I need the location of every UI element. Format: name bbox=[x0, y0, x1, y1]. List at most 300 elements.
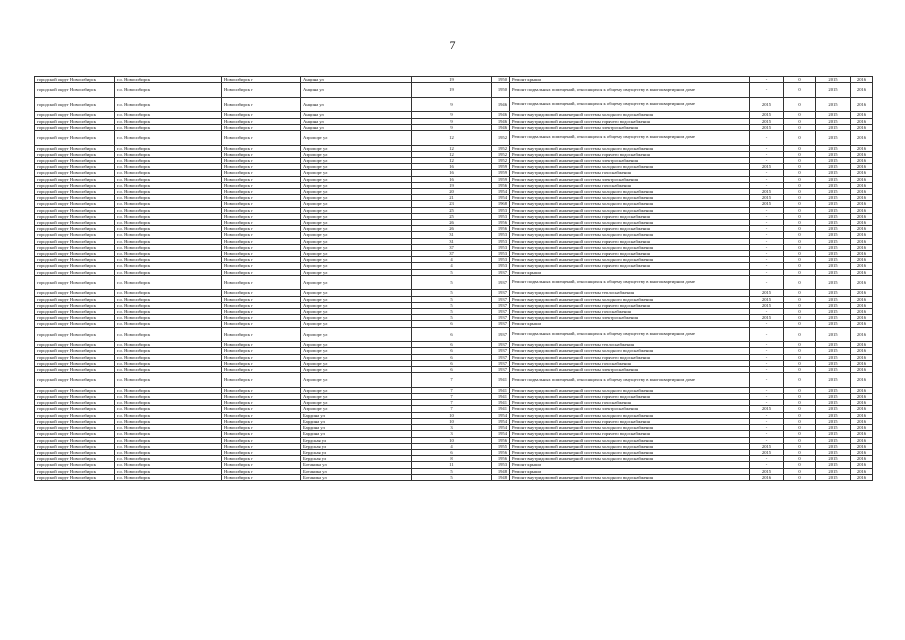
cell-district: городской округ Новосибирск bbox=[35, 348, 115, 354]
cell-col8: - bbox=[750, 418, 784, 424]
cell-end-year: 2016 bbox=[851, 348, 873, 354]
cell-district: городской округ Новосибирск bbox=[35, 238, 115, 244]
cell-work-type: Ремонт внутридомовой инженерной системы горячего водоснабжения bbox=[510, 302, 750, 308]
cell-end-year: 2016 bbox=[851, 437, 873, 443]
cell-start-year: 2015 bbox=[816, 97, 851, 112]
cell-start-year: 2015 bbox=[816, 309, 851, 315]
cell-district: городской округ Новосибирск bbox=[35, 456, 115, 462]
cell-start-year: 2015 bbox=[816, 176, 851, 182]
cell-municipality: г.о. Новосибирск bbox=[115, 201, 222, 207]
cell-col9: 0 bbox=[784, 131, 816, 146]
cell-work-type: Ремонт внутридомовой инженерной системы электроснабжения bbox=[510, 406, 750, 412]
cell-street: Аэропорт ул bbox=[301, 269, 412, 275]
cell-street: Бардина ул bbox=[301, 431, 412, 437]
cell-build-year: 1954 bbox=[492, 431, 510, 437]
cell-work-type: Ремонт внутридомовой инженерной системы холодного водоснабжения bbox=[510, 425, 750, 431]
cell-street: Аэропорт ул bbox=[301, 309, 412, 315]
cell-street: Аэропорт ул bbox=[301, 232, 412, 238]
cell-build-year: 1956 bbox=[492, 456, 510, 462]
cell-col9: 0 bbox=[784, 257, 816, 263]
cell-district: городской округ Новосибирск bbox=[35, 257, 115, 263]
cell-start-year: 2015 bbox=[816, 387, 851, 393]
cell-street: Аэропорт ул bbox=[301, 394, 412, 400]
cell-start-year: 2015 bbox=[816, 131, 851, 146]
cell-build-year: 1955 bbox=[492, 443, 510, 449]
cell-city: Новосибирск г bbox=[222, 83, 301, 98]
cell-work-type: Ремонт внутридомовой инженерной системы холодного водоснабжения bbox=[510, 387, 750, 393]
cell-col8: - bbox=[750, 456, 784, 462]
cell-district: городской округ Новосибирск bbox=[35, 244, 115, 250]
cell-start-year: 2015 bbox=[816, 112, 851, 118]
cell-district: городской округ Новосибирск bbox=[35, 290, 115, 296]
cell-street: Анцина ул bbox=[301, 112, 412, 118]
cell-end-year: 2016 bbox=[851, 315, 873, 321]
cell-municipality: г.о. Новосибирск bbox=[115, 394, 222, 400]
cell-build-year: 1953 bbox=[492, 207, 510, 213]
cell-house-number: 9 bbox=[412, 118, 492, 124]
cell-work-type: Ремонт внутридомовой инженерной системы холодного водоснабжения bbox=[510, 412, 750, 418]
capital-repair-table bbox=[34, 76, 873, 481]
cell-city: Новосибирск г bbox=[222, 251, 301, 257]
cell-city: Новосибирск г bbox=[222, 77, 301, 83]
cell-house-number: 6 bbox=[412, 327, 492, 342]
cell-col9: 0 bbox=[784, 176, 816, 182]
cell-start-year: 2015 bbox=[816, 189, 851, 195]
cell-col8: - bbox=[750, 321, 784, 327]
cell-municipality: г.о. Новосибирск bbox=[115, 226, 222, 232]
cell-city: Новосибирск г bbox=[222, 201, 301, 207]
cell-build-year: 1959 bbox=[492, 164, 510, 170]
cell-house-number: 16 bbox=[412, 170, 492, 176]
cell-work-type: Ремонт внутридомовой инженерной системы холодного водоснабжения bbox=[510, 443, 750, 449]
cell-city: Новосибирск г bbox=[222, 400, 301, 406]
cell-end-year: 2016 bbox=[851, 309, 873, 315]
cell-city: Новосибирск г bbox=[222, 131, 301, 146]
cell-start-year: 2015 bbox=[816, 207, 851, 213]
cell-build-year: 1956 bbox=[492, 182, 510, 188]
cell-house-number: 3 bbox=[412, 431, 492, 437]
cell-house-number: 26 bbox=[412, 220, 492, 226]
cell-street: Аэропорт ул bbox=[301, 373, 412, 388]
cell-municipality: г.о. Новосибирск bbox=[115, 158, 222, 164]
cell-district: городской округ Новосибирск bbox=[35, 406, 115, 412]
cell-house-number: 7 bbox=[412, 406, 492, 412]
cell-municipality: г.о. Новосибирск bbox=[115, 290, 222, 296]
cell-col9: 0 bbox=[784, 387, 816, 393]
cell-col9: 0 bbox=[784, 302, 816, 308]
cell-city: Новосибирск г bbox=[222, 296, 301, 302]
cell-col8: - bbox=[750, 431, 784, 437]
cell-build-year: 1950 bbox=[492, 77, 510, 83]
cell-end-year: 2016 bbox=[851, 118, 873, 124]
cell-street: Аэропорт ул bbox=[301, 387, 412, 393]
cell-start-year: 2015 bbox=[816, 213, 851, 219]
cell-city: Новосибирск г bbox=[222, 213, 301, 219]
cell-district: городской округ Новосибирск bbox=[35, 275, 115, 290]
cell-build-year: 1948 bbox=[492, 474, 510, 480]
cell-col8: 2015 bbox=[750, 189, 784, 195]
cell-city: Новосибирск г bbox=[222, 315, 301, 321]
cell-house-number: 6 bbox=[412, 449, 492, 455]
cell-work-type: Ремонт внутридомовой инженерной системы электроснабжения bbox=[510, 124, 750, 130]
cell-house-number: 5 bbox=[412, 315, 492, 321]
cell-end-year: 2016 bbox=[851, 443, 873, 449]
cell-municipality: г.о. Новосибирск bbox=[115, 131, 222, 146]
cell-work-type: Ремонт подвальных помещений, относящихся к общему имуществу в многоквартирном доме bbox=[510, 83, 750, 98]
cell-municipality: г.о. Новосибирск bbox=[115, 449, 222, 455]
cell-work-type: Ремонт внутридомовой инженерной системы холодного водоснабжения bbox=[510, 257, 750, 263]
cell-street: Аэропорт ул bbox=[301, 164, 412, 170]
cell-end-year: 2016 bbox=[851, 189, 873, 195]
cell-street: Аэропорт ул bbox=[301, 263, 412, 269]
cell-municipality: г.о. Новосибирск bbox=[115, 474, 222, 480]
cell-district: городской округ Новосибирск bbox=[35, 158, 115, 164]
cell-end-year: 2016 bbox=[851, 226, 873, 232]
cell-end-year: 2016 bbox=[851, 213, 873, 219]
cell-municipality: г.о. Новосибирск bbox=[115, 257, 222, 263]
cell-build-year: 1941 bbox=[492, 373, 510, 388]
cell-house-number: 6 bbox=[412, 321, 492, 327]
cell-district: городской округ Новосибирск bbox=[35, 468, 115, 474]
cell-street: Аэропорт ул bbox=[301, 406, 412, 412]
cell-district: городской округ Новосибирск bbox=[35, 354, 115, 360]
cell-build-year: 1937 bbox=[492, 315, 510, 321]
cell-work-type: Ремонт внутридомовой инженерной системы теплоснабжения bbox=[510, 342, 750, 348]
cell-start-year: 2015 bbox=[816, 164, 851, 170]
cell-city: Новосибирск г bbox=[222, 238, 301, 244]
cell-end-year: 2016 bbox=[851, 360, 873, 366]
cell-col8: - bbox=[750, 232, 784, 238]
cell-end-year: 2016 bbox=[851, 387, 873, 393]
cell-city: Новосибирск г bbox=[222, 226, 301, 232]
cell-work-type: Ремонт внутридомовой инженерной системы газоснабжения bbox=[510, 182, 750, 188]
cell-house-number: 16 bbox=[412, 164, 492, 170]
cell-work-type: Ремонт внутридомовой инженерной системы холодного водоснабжения bbox=[510, 207, 750, 213]
cell-col8: - bbox=[750, 394, 784, 400]
cell-col9: 0 bbox=[784, 456, 816, 462]
cell-house-number: 20 bbox=[412, 189, 492, 195]
cell-end-year: 2016 bbox=[851, 263, 873, 269]
cell-city: Новосибирск г bbox=[222, 443, 301, 449]
cell-district: городской округ Новосибирск bbox=[35, 296, 115, 302]
cell-municipality: г.о. Новосибирск bbox=[115, 220, 222, 226]
cell-col9: 0 bbox=[784, 244, 816, 250]
cell-col9: 0 bbox=[784, 207, 816, 213]
cell-start-year: 2015 bbox=[816, 201, 851, 207]
cell-city: Новосибирск г bbox=[222, 321, 301, 327]
cell-district: городской округ Новосибирск bbox=[35, 373, 115, 388]
cell-col8: 2015 bbox=[750, 112, 784, 118]
cell-street: Аэропорт ул bbox=[301, 176, 412, 182]
cell-start-year: 2015 bbox=[816, 77, 851, 83]
cell-municipality: г.о. Новосибирск bbox=[115, 327, 222, 342]
cell-house-number: 6 bbox=[412, 342, 492, 348]
cell-end-year: 2016 bbox=[851, 232, 873, 238]
cell-house-number: 6 bbox=[412, 354, 492, 360]
cell-end-year: 2016 bbox=[851, 195, 873, 201]
cell-build-year: 1954 bbox=[492, 195, 510, 201]
cell-city: Новосибирск г bbox=[222, 431, 301, 437]
cell-end-year: 2016 bbox=[851, 182, 873, 188]
cell-end-year: 2016 bbox=[851, 296, 873, 302]
cell-work-type: Ремонт внутридомовой инженерной системы газоснабжения bbox=[510, 170, 750, 176]
cell-work-type: Ремонт внутридомовой инженерной системы холодного водоснабжения bbox=[510, 296, 750, 302]
cell-house-number: 4 bbox=[412, 257, 492, 263]
cell-municipality: г.о. Новосибирск bbox=[115, 251, 222, 257]
cell-build-year: 1952 bbox=[492, 131, 510, 146]
cell-start-year: 2015 bbox=[816, 275, 851, 290]
cell-col8: - bbox=[750, 244, 784, 250]
cell-start-year: 2015 bbox=[816, 348, 851, 354]
cell-col9: 0 bbox=[784, 112, 816, 118]
cell-col9: 0 bbox=[784, 118, 816, 124]
cell-district: городской округ Новосибирск bbox=[35, 321, 115, 327]
cell-district: городской округ Новосибирск bbox=[35, 394, 115, 400]
cell-street: Аэропорт ул bbox=[301, 360, 412, 366]
cell-work-type: Ремонт внутридомовой инженерной системы холодного водоснабжения bbox=[510, 232, 750, 238]
cell-build-year: 1953 bbox=[492, 263, 510, 269]
cell-municipality: г.о. Новосибирск bbox=[115, 443, 222, 449]
cell-city: Новосибирск г bbox=[222, 354, 301, 360]
cell-house-number: 5 bbox=[412, 296, 492, 302]
cell-municipality: г.о. Новосибирск bbox=[115, 468, 222, 474]
cell-district: городской округ Новосибирск bbox=[35, 176, 115, 182]
cell-build-year: 1941 bbox=[492, 394, 510, 400]
cell-end-year: 2016 bbox=[851, 412, 873, 418]
cell-work-type: Ремонт подвальных помещений, относящихся к общему имуществу в многоквартирном доме bbox=[510, 275, 750, 290]
cell-city: Новосибирск г bbox=[222, 360, 301, 366]
cell-col9: 0 bbox=[784, 226, 816, 232]
cell-work-type: Ремонт внутридомовой инженерной системы холодного водоснабжения bbox=[510, 164, 750, 170]
cell-street: Аэропорт ул bbox=[301, 151, 412, 157]
cell-municipality: г.о. Новосибирск bbox=[115, 462, 222, 468]
cell-col9: 0 bbox=[784, 354, 816, 360]
cell-house-number: 5 bbox=[412, 269, 492, 275]
cell-city: Новосибирск г bbox=[222, 290, 301, 296]
cell-street: Ботаника ул bbox=[301, 462, 412, 468]
cell-start-year: 2015 bbox=[816, 468, 851, 474]
cell-col8: 2015 bbox=[750, 468, 784, 474]
cell-house-number: 7 bbox=[412, 394, 492, 400]
cell-municipality: г.о. Новосибирск bbox=[115, 342, 222, 348]
cell-district: городской округ Новосибирск bbox=[35, 474, 115, 480]
cell-col9: 0 bbox=[784, 321, 816, 327]
cell-build-year: 1952 bbox=[492, 151, 510, 157]
cell-city: Новосибирск г bbox=[222, 176, 301, 182]
cell-city: Новосибирск г bbox=[222, 437, 301, 443]
cell-city: Новосибирск г bbox=[222, 207, 301, 213]
cell-work-type: Ремонт подвальных помещений, относящихся к общему имуществу в многоквартирном доме bbox=[510, 97, 750, 112]
cell-city: Новосибирск г bbox=[222, 327, 301, 342]
cell-street: Аэропорт ул bbox=[301, 207, 412, 213]
cell-col9: 0 bbox=[784, 394, 816, 400]
cell-district: городской округ Новосибирск bbox=[35, 182, 115, 188]
cell-build-year: 1946 bbox=[492, 118, 510, 124]
cell-start-year: 2015 bbox=[816, 244, 851, 250]
cell-work-type: Ремонт внутридомовой инженерной системы холодного водоснабжения bbox=[510, 195, 750, 201]
cell-district: городской округ Новосибирск bbox=[35, 195, 115, 201]
table-row bbox=[35, 83, 873, 98]
cell-work-type: Ремонт внутридомовой инженерной системы горячего водоснабжения bbox=[510, 251, 750, 257]
cell-build-year: 1937 bbox=[492, 290, 510, 296]
cell-municipality: г.о. Новосибирск bbox=[115, 244, 222, 250]
cell-street: Анцина ул bbox=[301, 118, 412, 124]
cell-district: городской округ Новосибирск bbox=[35, 112, 115, 118]
cell-col9: 0 bbox=[784, 83, 816, 98]
cell-work-type: Ремонт внутридомовой инженерной системы электроснабжения bbox=[510, 158, 750, 164]
cell-city: Новосибирск г bbox=[222, 151, 301, 157]
cell-end-year: 2016 bbox=[851, 131, 873, 146]
cell-work-type: Ремонт подвальных помещений, относящихся к общему имуществу в многоквартирном доме bbox=[510, 373, 750, 388]
cell-city: Новосибирск г bbox=[222, 412, 301, 418]
cell-col8: - bbox=[750, 269, 784, 275]
cell-end-year: 2016 bbox=[851, 97, 873, 112]
cell-district: городской округ Новосибирск bbox=[35, 220, 115, 226]
cell-col9: 0 bbox=[784, 145, 816, 151]
cell-col9: 0 bbox=[784, 251, 816, 257]
cell-build-year: 1956 bbox=[492, 437, 510, 443]
cell-work-type: Ремонт внутридомовой инженерной системы горячего водоснабжения bbox=[510, 263, 750, 269]
cell-district: городской округ Новосибирск bbox=[35, 309, 115, 315]
cell-municipality: г.о. Новосибирск bbox=[115, 406, 222, 412]
cell-start-year: 2015 bbox=[816, 257, 851, 263]
cell-street: Аэропорт ул bbox=[301, 400, 412, 406]
cell-col9: 0 bbox=[784, 431, 816, 437]
cell-work-type: Ремонт внутридомовой инженерной системы горячего водоснабжения bbox=[510, 394, 750, 400]
cell-col8: - bbox=[750, 367, 784, 373]
cell-col8: - bbox=[750, 77, 784, 83]
cell-build-year: 1937 bbox=[492, 309, 510, 315]
cell-street: Бердская ул bbox=[301, 443, 412, 449]
cell-city: Новосибирск г bbox=[222, 425, 301, 431]
cell-build-year: 1937 bbox=[492, 296, 510, 302]
cell-municipality: г.о. Новосибирск bbox=[115, 195, 222, 201]
cell-end-year: 2016 bbox=[851, 302, 873, 308]
cell-end-year: 2016 bbox=[851, 354, 873, 360]
cell-district: городской округ Новосибирск bbox=[35, 97, 115, 112]
table-row bbox=[35, 275, 873, 290]
cell-house-number: 12 bbox=[412, 131, 492, 146]
cell-work-type: Ремонт внутридомовой инженерной системы газоснабжения bbox=[510, 400, 750, 406]
cell-work-type: Ремонт крыши bbox=[510, 468, 750, 474]
cell-end-year: 2016 bbox=[851, 207, 873, 213]
cell-house-number: 31 bbox=[412, 232, 492, 238]
cell-col9: 0 bbox=[784, 77, 816, 83]
cell-start-year: 2015 bbox=[816, 195, 851, 201]
cell-build-year: 1956 bbox=[492, 226, 510, 232]
cell-col9: 0 bbox=[784, 97, 816, 112]
cell-street: Бердская ул bbox=[301, 456, 412, 462]
cell-start-year: 2015 bbox=[816, 296, 851, 302]
cell-build-year: 1954 bbox=[492, 412, 510, 418]
cell-district: городской округ Новосибирск bbox=[35, 77, 115, 83]
cell-street: Аэропорт ул bbox=[301, 170, 412, 176]
cell-start-year: 2015 bbox=[816, 269, 851, 275]
cell-end-year: 2016 bbox=[851, 418, 873, 424]
cell-city: Новосибирск г bbox=[222, 257, 301, 263]
cell-end-year: 2016 bbox=[851, 290, 873, 296]
cell-municipality: г.о. Новосибирск bbox=[115, 145, 222, 151]
cell-build-year: 1953 bbox=[492, 244, 510, 250]
cell-col8: - bbox=[750, 354, 784, 360]
cell-street: Аэропорт ул bbox=[301, 315, 412, 321]
cell-street: Аэропорт ул bbox=[301, 182, 412, 188]
cell-col9: 0 bbox=[784, 342, 816, 348]
cell-municipality: г.о. Новосибирск bbox=[115, 431, 222, 437]
cell-end-year: 2016 bbox=[851, 394, 873, 400]
cell-col9: 0 bbox=[784, 367, 816, 373]
cell-city: Новосибирск г bbox=[222, 449, 301, 455]
cell-municipality: г.о. Новосибирск bbox=[115, 182, 222, 188]
cell-col9: 0 bbox=[784, 158, 816, 164]
cell-work-type: Ремонт крыши bbox=[510, 77, 750, 83]
cell-build-year: 1941 bbox=[492, 406, 510, 412]
cell-city: Новосибирск г bbox=[222, 158, 301, 164]
cell-municipality: г.о. Новосибирск bbox=[115, 232, 222, 238]
cell-municipality: г.о. Новосибирск bbox=[115, 373, 222, 388]
cell-start-year: 2015 bbox=[816, 394, 851, 400]
cell-street: Аэропорт ул bbox=[301, 226, 412, 232]
cell-work-type: Ремонт подвальных помещений, относящихся к общему имуществу в многоквартирном доме bbox=[510, 131, 750, 146]
cell-col8: - bbox=[750, 275, 784, 290]
cell-municipality: г.о. Новосибирск bbox=[115, 418, 222, 424]
cell-house-number: 12 bbox=[412, 151, 492, 157]
cell-street: Аэропорт ул bbox=[301, 251, 412, 257]
cell-street: Анцина ул bbox=[301, 77, 412, 83]
cell-start-year: 2015 bbox=[816, 251, 851, 257]
cell-end-year: 2016 bbox=[851, 124, 873, 130]
cell-house-number: 37 bbox=[412, 244, 492, 250]
cell-start-year: 2015 bbox=[816, 449, 851, 455]
cell-municipality: г.о. Новосибирск bbox=[115, 151, 222, 157]
cell-district: городской округ Новосибирск bbox=[35, 164, 115, 170]
cell-city: Новосибирск г bbox=[222, 97, 301, 112]
cell-district: городской округ Новосибирск bbox=[35, 83, 115, 98]
cell-district: городской округ Новосибирск bbox=[35, 201, 115, 207]
cell-street: Ботаника ул bbox=[301, 468, 412, 474]
cell-col9: 0 bbox=[784, 238, 816, 244]
cell-build-year: 1953 bbox=[492, 238, 510, 244]
cell-col9: 0 bbox=[784, 400, 816, 406]
cell-end-year: 2016 bbox=[851, 406, 873, 412]
cell-house-number: 7 bbox=[412, 387, 492, 393]
cell-end-year: 2016 bbox=[851, 474, 873, 480]
cell-build-year: 1937 bbox=[492, 367, 510, 373]
cell-municipality: г.о. Новосибирск bbox=[115, 213, 222, 219]
table-row bbox=[35, 131, 873, 146]
cell-work-type: Ремонт внутридомовой инженерной системы холодного водоснабжения bbox=[510, 437, 750, 443]
cell-end-year: 2016 bbox=[851, 327, 873, 342]
cell-end-year: 2016 bbox=[851, 456, 873, 462]
cell-house-number: 12 bbox=[412, 158, 492, 164]
cell-build-year: 1953 bbox=[492, 257, 510, 263]
cell-house-number: 25 bbox=[412, 213, 492, 219]
cell-end-year: 2016 bbox=[851, 83, 873, 98]
cell-build-year: 1941 bbox=[492, 387, 510, 393]
cell-city: Новосибирск г bbox=[222, 118, 301, 124]
cell-build-year: 1953 bbox=[492, 232, 510, 238]
cell-municipality: г.о. Новосибирск bbox=[115, 118, 222, 124]
cell-start-year: 2015 bbox=[816, 321, 851, 327]
cell-street: Аэропорт ул bbox=[301, 354, 412, 360]
cell-municipality: г.о. Новосибирск bbox=[115, 275, 222, 290]
cell-work-type: Ремонт внутридомовой инженерной системы электроснабжения bbox=[510, 176, 750, 182]
cell-municipality: г.о. Новосибирск bbox=[115, 263, 222, 269]
cell-work-type: Ремонт внутридомовой инженерной системы холодного водоснабжения bbox=[510, 449, 750, 455]
table-row bbox=[35, 327, 873, 342]
cell-col8: - bbox=[750, 176, 784, 182]
cell-end-year: 2016 bbox=[851, 400, 873, 406]
